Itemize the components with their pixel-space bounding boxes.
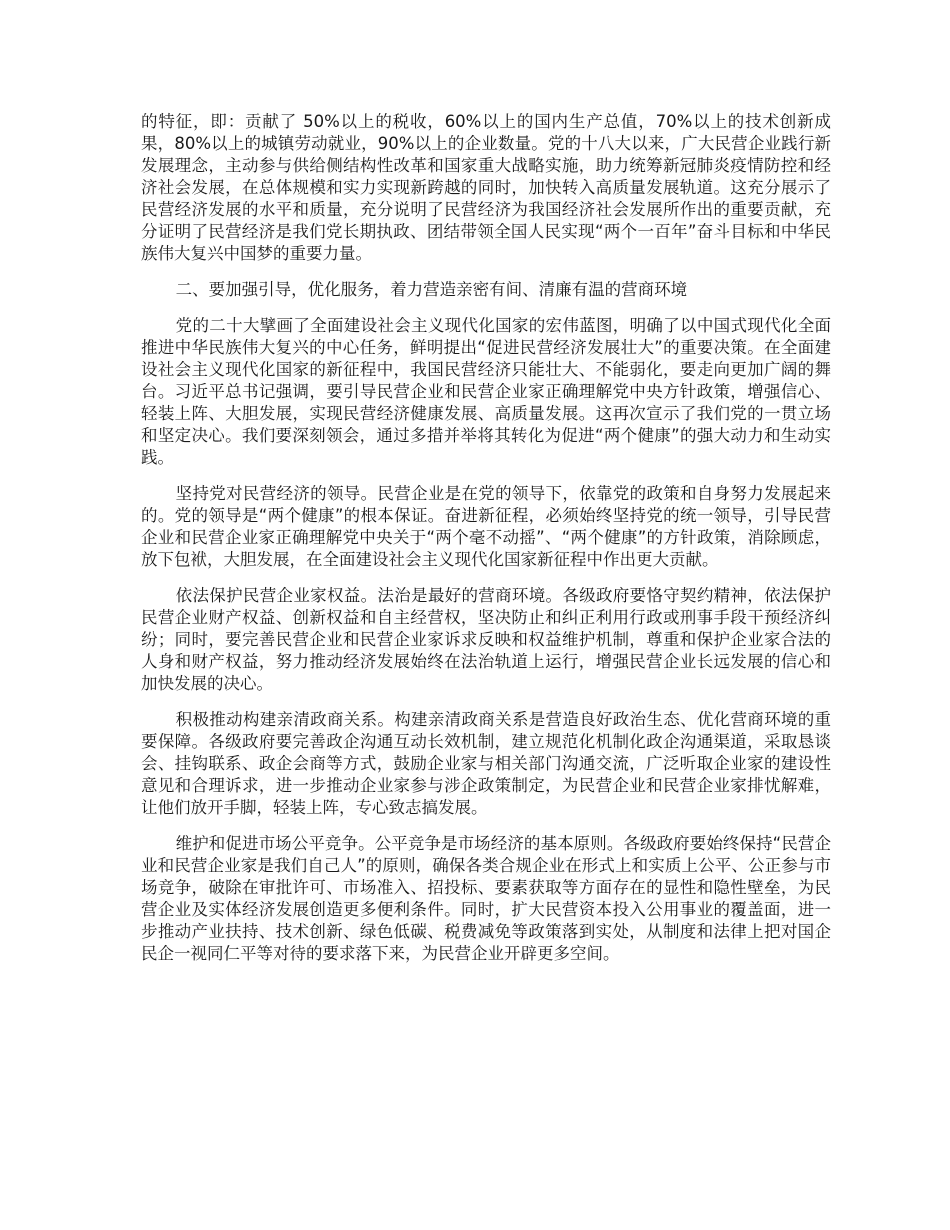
section-heading-two: 二、要加强引导，优化服务，着力营造亲密有间、清廉有温的营商环境	[175, 280, 688, 299]
paragraph-intro-continuation: 的特征，即：贡献了 50%以上的税收，60%以上的国内生产总值，70%以上的技术创新成果，80%以上的城镇劳动就业，90%以上的企业数量。党的十八大以来，广大民营企业践行新发展理念，主动参与供给侧结构性改革和国家重大战略实施，助力统筹新冠肺炎疫情防控和经济社会发展，在总体规模和实力实现新跨越的同时，加快转入高质量发展轨道。这充分展示了民营经济发展的水平和质量，充分说明了民营经济为我国经济社会发展所作出的重要贡献，充分证明了民营经济是我们党长期执政、团结带领全国人民实现“两个一百年”奋斗目标和中华民族伟大复兴中国梦的重要力量。	[141, 112, 831, 263]
document-page	[141, 111, 831, 979]
paragraph-twentieth-congress: 党的二十大擘画了全面建设社会主义现代化国家的宏伟蓝图，明确了以中国式现代化全面推进中华民族伟大复兴的中心任务，鲜明提出“促进民营经济发展壮大”的重要决策。在全面建设社会主义现代化国家的新征程中，我国民营经济只能壮大、不能弱化，要走向更加广阔的舞台。习近平总书记强调，要引导民营企业和民营企业家正确理解党中央方针政策，增强信心、轻装上阵、大胆发展，实现民营经济健康发展、高质量发展。这再次宣示了我们党的一贯立场和坚定决心。我们要深刻领会，通过多措并举将其转化为促进“两个健康”的强大动力和生动实践。	[141, 316, 831, 467]
paragraph-party-leadership: 坚持党对民营经济的领导。民营企业是在党的领导下，依靠党的政策和自身努力发展起来的。党的领导是“两个健康”的根本保证。奋进新征程，必须始终坚持党的统一领导，引导民营企业和民营企业家正确理解党中央关于“两个毫不动摇”、“两个健康”的方针政策，消除顾虑，放下包袱，大胆发展，在全面建设社会主义现代化国家新征程中作出更大贡献。	[141, 484, 831, 569]
paragraph-fair-competition: 维护和促进市场公平竞争。公平竞争是市场经济的基本原则。各级政府要始终保持“民营企业和民营企业家是我们自己人”的原则，确保各类合规企业在形式上和实质上公平、公正参与市场竞争，破除在审批许可、市场准入、招投标、要素获取等方面存在的显性和隐性壁垒，为民营企业及实体经济发展创造更多便利条件。同时，扩大民营资本投入公用事业的覆盖面，进一步推动产业扶持、技术创新、绿色低碳、税费减免等政策落到实处，从制度和法律上把对国企民企一视同仁平等对待的要求落下来，为民营企业开辟更多空间。	[141, 834, 831, 963]
paragraph-government-business-relations: 积极推动构建亲清政商关系。构建亲清政商关系是营造良好政治生态、优化营商环境的重要保障。各级政府要完善政企沟通互动长效机制，建立规范化机制化政企沟通渠道，采取恳谈会、挂钩联系、政企会商等方式，鼓励企业家与相关部门沟通交流，广泛听取企业家的建设性意见和合理诉求，进一步推动企业家参与涉企政策制定，为民营企业和民营企业家排忧解难，让他们放开手脚，轻装上阵，专心致志搞发展。	[141, 710, 831, 817]
paragraph-legal-protection: 依法保护民营企业家权益。法治是最好的营商环境。各级政府要恪守契约精神，依法保护民营企业财产权益、创新权益和自主经营权，坚决防止和纠正利用行政或刑事手段干预经济纠纷；同时，要完善民营企业和民营企业家诉求反映和权益维护机制，尊重和保护企业家合法的人身和财产权益，努力推动经济发展始终在法治轨道上运行，增强民营企业长远发展的信心和加快发展的决心。	[141, 586, 831, 693]
